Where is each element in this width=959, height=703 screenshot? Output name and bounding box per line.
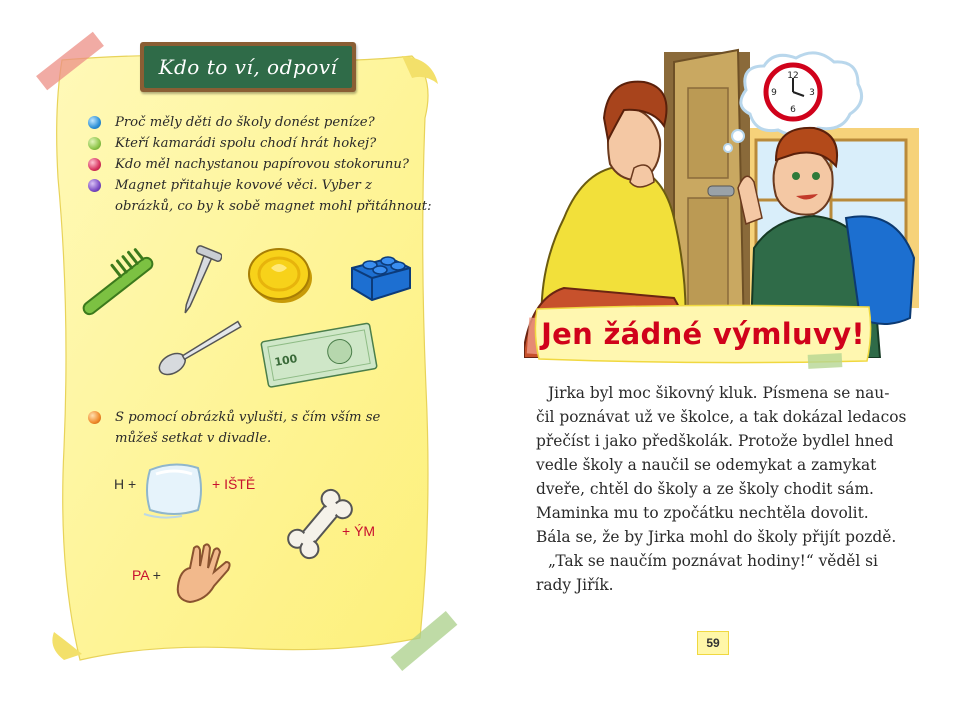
coin-icon: [246, 244, 316, 306]
banknote-value: 100: [273, 352, 299, 369]
ice-cube-icon: [142, 458, 208, 520]
purple-bullet-icon: [88, 179, 101, 192]
story-line: Bála se, že by Jirka mohl do školy přijít pozdě.: [536, 528, 897, 546]
orange-bullet-icon: [88, 411, 101, 424]
banknote-icon: [258, 322, 382, 388]
story-line: přečíst i jako předškolák. Protože bydlel hned: [536, 432, 894, 450]
chalkboard-title: [140, 42, 356, 92]
rebus-suffix-iste: + IŠTĚ: [212, 476, 256, 492]
hand-icon: [168, 540, 242, 608]
question-item: Proč měly děti do školy donést peníze?: [84, 112, 434, 133]
tape-title-right: [808, 353, 843, 369]
story-text: [536, 381, 907, 597]
question-item: Kteří kamarádi spolu chodí hrát hokej?: [84, 133, 434, 154]
question-list: [84, 112, 434, 217]
rebus-prefix-h: H +: [114, 476, 137, 492]
nail-icon: [172, 245, 222, 317]
rebus-prefix-pa: PA +: [132, 567, 161, 583]
story-line: dveře, chtěl do školy a ze školy chodit sám.: [536, 480, 874, 498]
story-line: rady Jiřík.: [536, 576, 614, 594]
clock-number-3: 3: [809, 88, 815, 98]
lego-brick-icon: [346, 244, 416, 304]
question-item: Kdo měl nachystanou papírovou stokorunu?: [84, 154, 434, 175]
clock-number-6: 6: [790, 105, 796, 115]
riddle-item: S pomocí obrázků vylušti, s čím vším se můžeš setkat v divadle.: [84, 407, 404, 449]
red-bullet-icon: [88, 158, 101, 171]
story-line: vedle školy a naučil se odemykat a zamykat: [536, 456, 877, 474]
spoon-icon: [150, 316, 250, 380]
blue-bullet-icon: [88, 116, 101, 129]
green-bullet-icon: [88, 137, 101, 150]
question-item: Magnet přitahuje kovové věci. Vyber z obrázků, co by k sobě magnet mohl přitáhnout:: [84, 175, 434, 217]
rebus-suffix-ym: + ÝM: [342, 523, 376, 539]
clock-number-9: 9: [771, 88, 777, 98]
riddle-list: [84, 407, 404, 449]
clock-number-12: 12: [787, 71, 799, 81]
story-line: čil poznávat už ve školce, a tak dokázal ledacos: [536, 408, 907, 426]
story-title: Jen žádné výmluvy!: [541, 317, 865, 351]
page-number: 59: [697, 631, 729, 655]
board-title-text: Kdo to ví, odpoví: [144, 46, 352, 88]
story-line: Jirka byl moc šikovný kluk. Písmena se nau-: [548, 384, 890, 402]
story-line: Maminka mu to zpočátku nechtěla dovolit.: [536, 504, 869, 522]
story-line: „Tak se naučím poznávat hodiny!“ věděl si: [548, 552, 878, 570]
